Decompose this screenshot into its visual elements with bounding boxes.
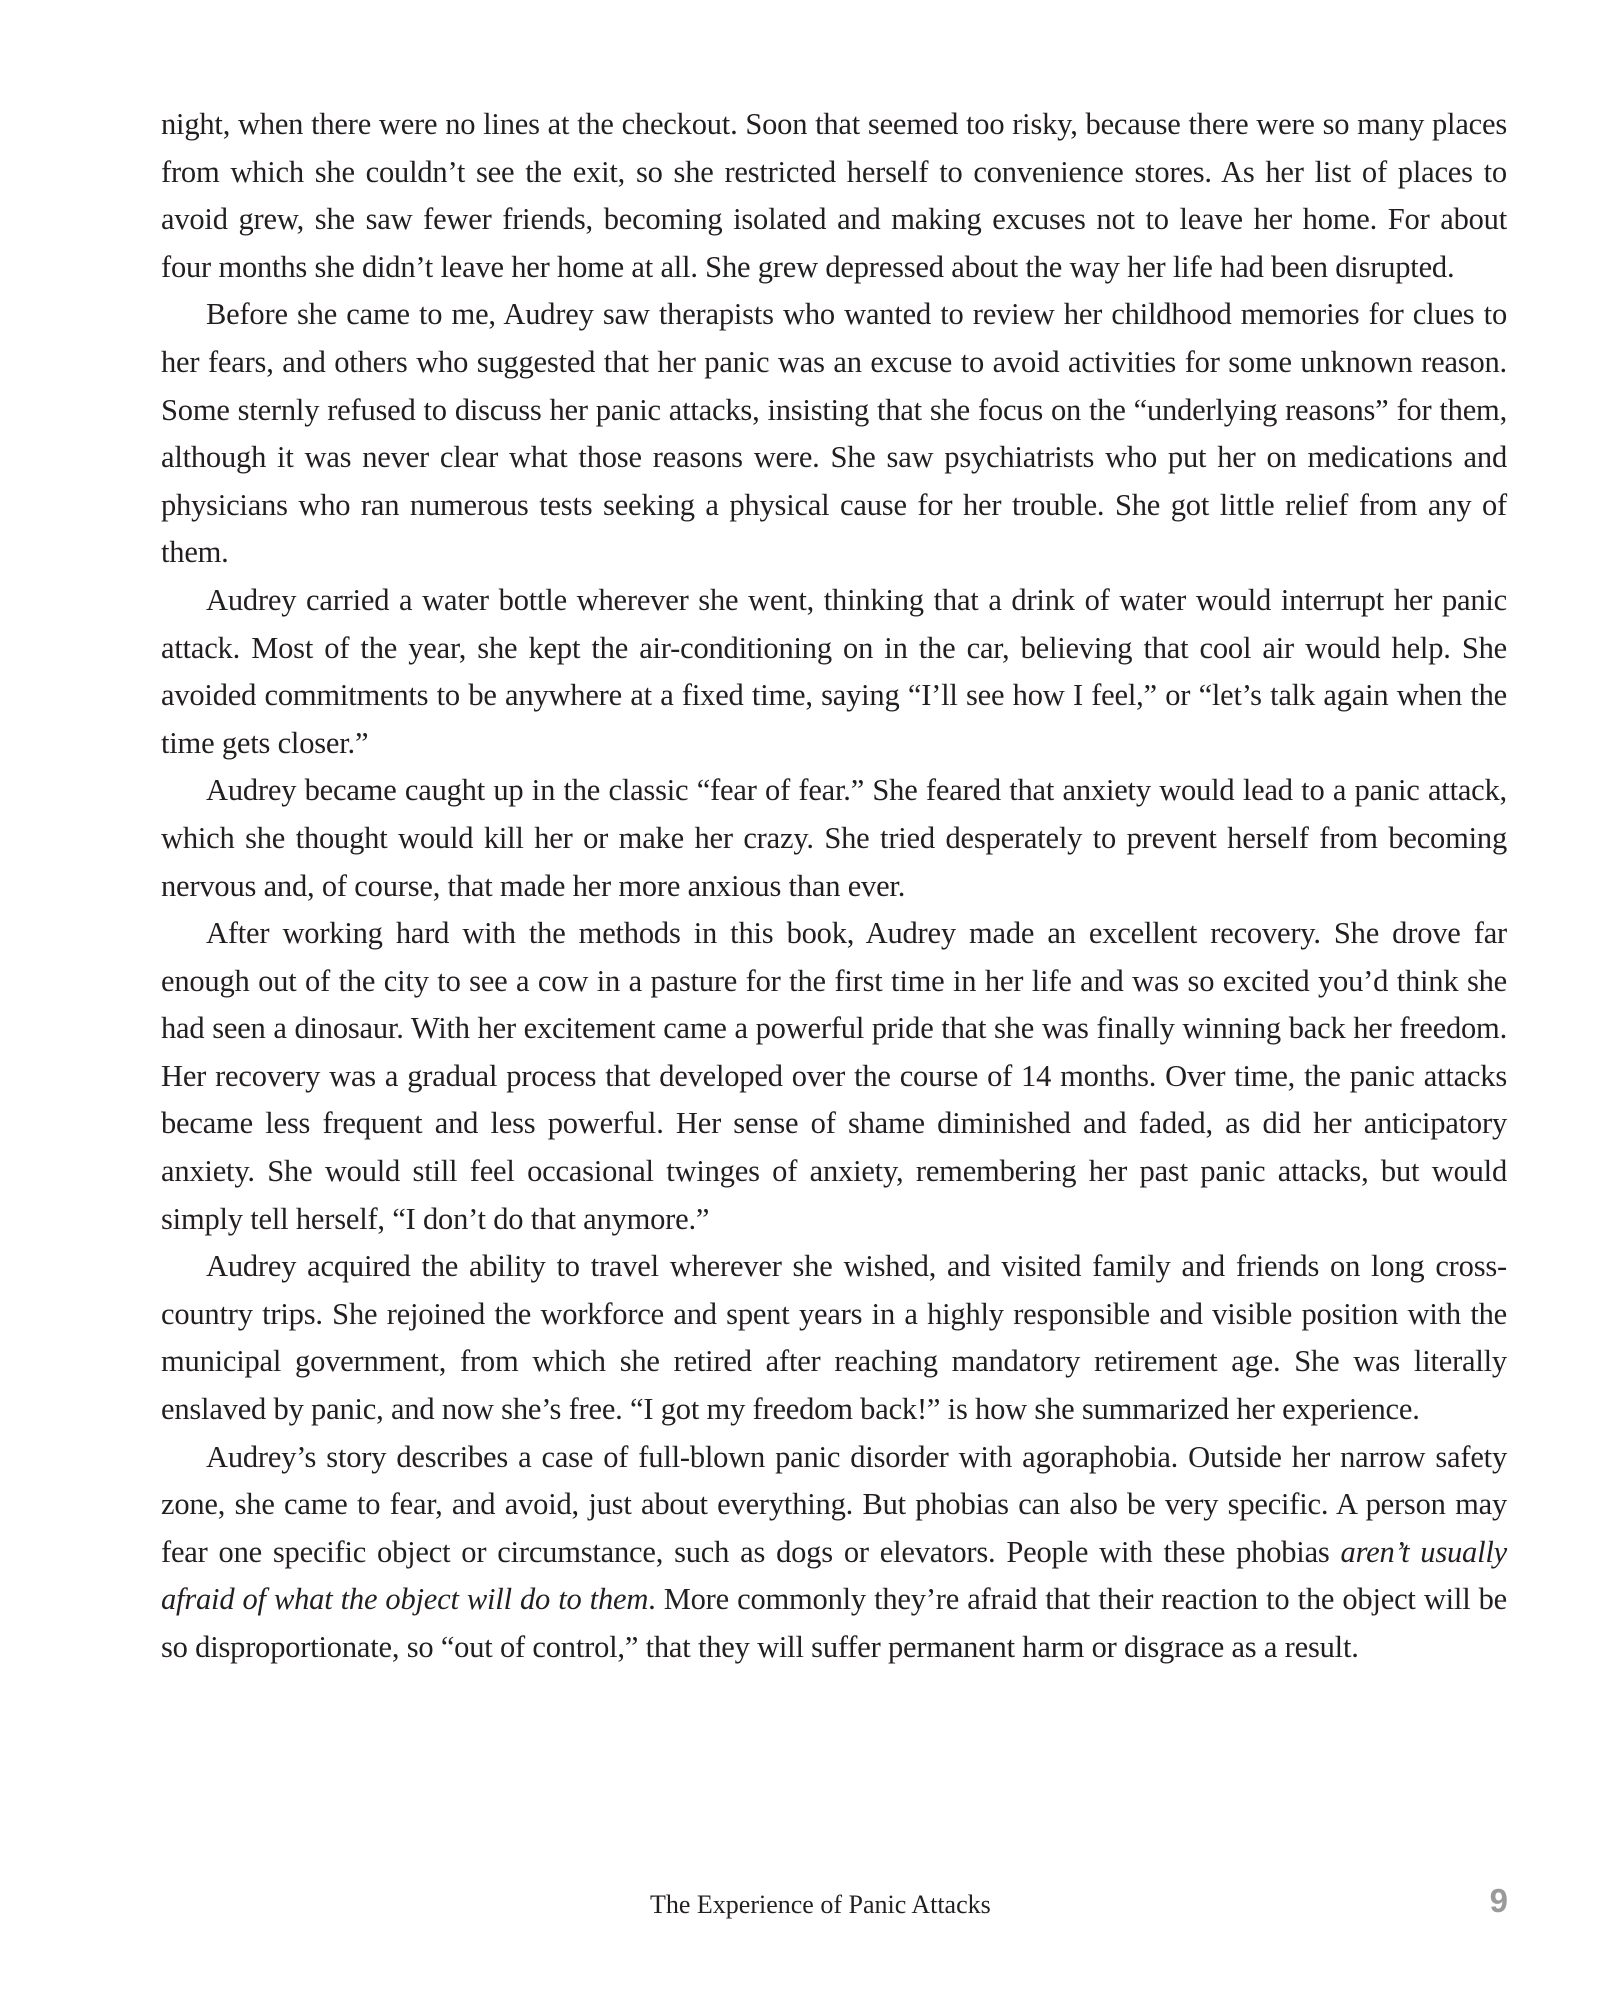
paragraph-text-before-italic: Audrey’s story describes a case of full-blown panic disorder with agoraphobia. Outside her narrow safety zone, she came to fear, and avoid, just about everything. But phobias can also be very specific. A person may fear one specific object or circumstance, such as dogs or elevators. People with these phobias — [161, 1439, 1507, 1569]
paragraph-freedom: Audrey acquired the ability to travel wherever she wished, and visited family and friends on long cross-country trips. She rejoined the workforce and spent years in a highly responsible and visible position with the municipal government, from which she retired after reaching mandatory retirement age. She was literally enslaved by panic, and now she’s free. “I got my freedom back!” is how she summarized her experience. — [161, 1249, 1507, 1427]
paragraph-text-after-italic: . More commonly they’re afraid that their reaction to the object will be so disproportionate, so “out of control,” that they will suffer permanent harm or disgrace as a result. — [161, 1582, 1507, 1664]
body-text — [161, 101, 1507, 1672]
running-footer — [0, 1880, 1622, 1920]
paragraph-water-bottle: Audrey carried a water bottle wherever she went, thinking that a drink of water would interrupt her panic attack. Most of the year, she kept the air-conditioning on in the car, believing that cool air would help. She avoided commitments to be anywhere at a fixed time, saying “I’ll see how I feel,” or “let’s talk again when the time gets closer.” — [161, 582, 1507, 760]
paragraph-specific-phobias — [161, 1434, 1507, 1672]
page-number: 9 — [1489, 1882, 1508, 1919]
paragraph-continuation: night, when there were no lines at the checkout. Soon that seemed too risky, because there were so many places from which she couldn’t see the exit, so she restricted herself to convenience stores. As her list of places to avoid grew, she saw fewer friends, becoming isolated and making excuses not to leave her home. For about four months she didn’t leave her home at all. She grew depressed about the way her life had been disrupted. — [161, 107, 1507, 284]
italic-emphasis: aren’t usually afraid of what the object will do to them — [161, 1534, 1507, 1617]
paragraph-therapists: Before she came to me, Audrey saw therapists who wanted to review her childhood memories for clues to her fears, and others who suggested that her panic was an excuse to avoid activities for some unknown reason. Some sternly refused to discuss her panic attacks, insisting that she focus on the “underlying reasons” for them, although it was never clear what those reasons were. She saw psychiatrists who put her on medications and physicians who ran numerous tests seeking a physical cause for her trouble. She got little relief from any of them. — [161, 297, 1507, 570]
paragraph-recovery: After working hard with the methods in this book, Audrey made an excellent recovery. She drove far enough out of the city to see a cow in a pasture for the first time in her life and was so excited you’d think she had seen a dinosaur. With her excitement came a powerful pride that she was finally winning back her freedom. Her recovery was a gradual process that developed over the course of 14 months. Over time, the panic attacks became less frequent and less powerful. Her sense of shame diminished and faded, as did her anticipatory anxiety. She would still feel occasional twinges of anxiety, remembering her past panic attacks, but would simply tell herself, “I don’t do that anymore.” — [161, 916, 1507, 1236]
paragraph-fear-of-fear: Audrey became caught up in the classic “fear of fear.” She feared that anxiety would lead to a panic attack, which she thought would kill her or make her crazy. She tried desperately to prevent herself from becoming nervous and, of course, that made her more anxious than ever. — [161, 773, 1507, 903]
running-title: The Experience of Panic Attacks — [650, 1890, 991, 1919]
